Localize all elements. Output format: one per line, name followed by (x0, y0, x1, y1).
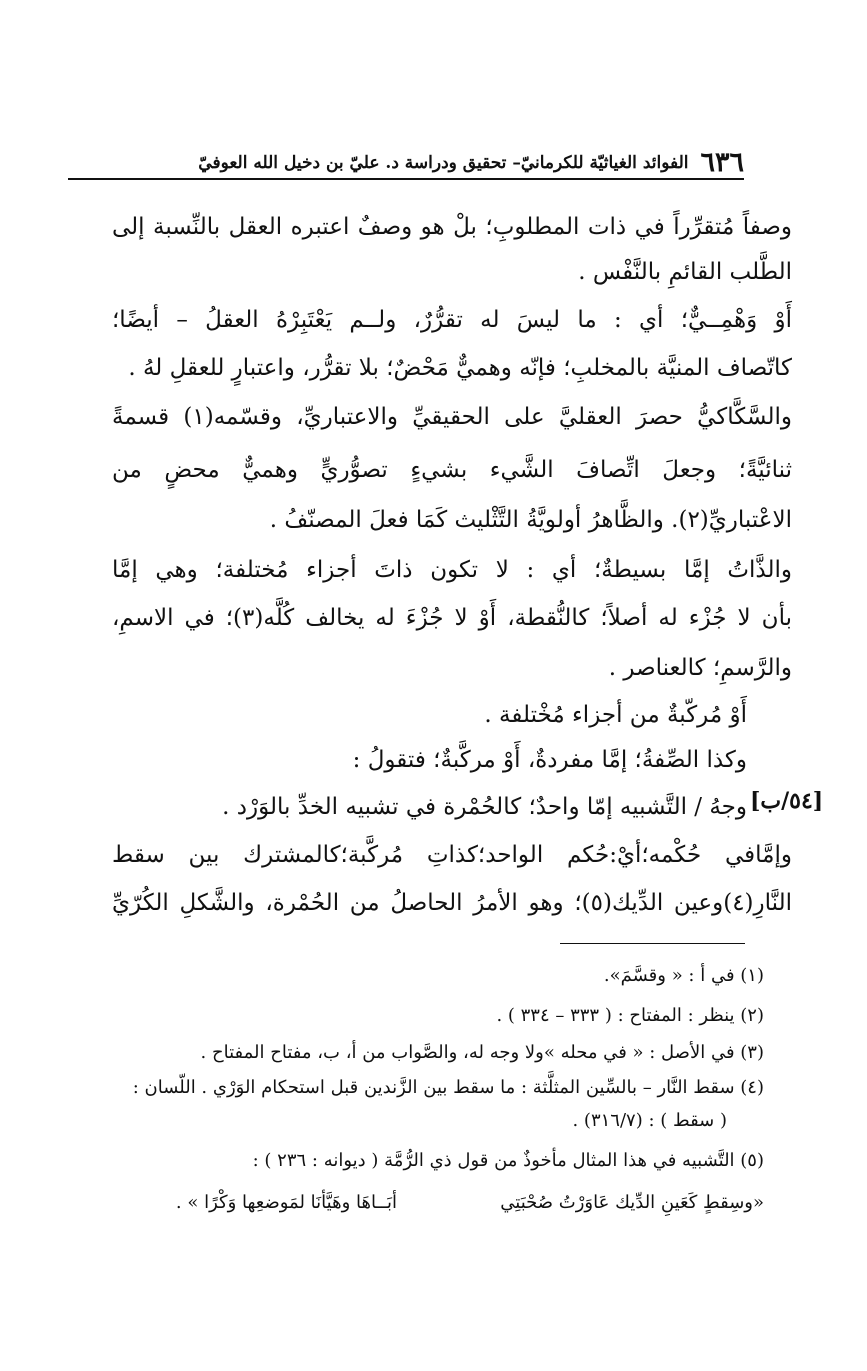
body-line: أَوْ مُركّبةٌ من أجزاء مُخْتلفة . (484, 702, 747, 728)
body-line: وكذا الصِّفةُ؛ إمَّا مفردةٌ، أَوْ مركَّبةٌ؛ فتقولُ : (352, 747, 747, 773)
running-title: الفوائد الغياثيّة للكرمانيّ– تحقيق ودراسة د. عليّ بن دخيل الله العوفيّ (198, 153, 689, 173)
body-line: والرَّسمِ؛ كالعناصر . (608, 655, 792, 681)
page-header (68, 138, 744, 180)
footnote: (٥) التَّشبيه في هذا المثال مأخوذٌ من قول ذي الرُّمَّة ( ديوانه : ٢٣٦ ) : (252, 1150, 764, 1171)
body-line: وصفاً مُتقرِّراً في ذات المطلوبِ؛ بلْ هو وصفٌ اعتبره العقل بالنِّسبة إلى (112, 214, 792, 240)
body-line: الطَّلب القائمِ بالنَّفْس . (578, 259, 792, 285)
footnote: (٢) ينظر : المفتاح : ( ٣٣٣ – ٣٣٤ ) . (496, 1005, 764, 1026)
verse-first-hemistich: «وسِقطٍ كَعَينِ الدِّيك عَاوَرْتُ صُحْبَتِي (500, 1192, 764, 1213)
body-line: النَّارِ(٤)وعين الدِّيك(٥)؛ وهو الأمرُ الحاصلُ من الحُمْرة، والشَّكلِ الكُرّيِّ (112, 890, 792, 916)
footnote: (٤) سقط النَّار – بالسِّين المثلَّثة : ما سقط بين الزَّندين قبل استحكام الوَرْي . اللّسان : (132, 1077, 764, 1098)
body-line: وإمَّافي حُكْمه؛أيْ:حُكم الواحد؛كذاتِ مُركَّبة؛كالمشترك بين سقط (112, 842, 792, 868)
body-line: والسَّكَّاكيُّ حصرَ العقليَّ على الحقيقيِّ والاعتباريِّ، وقسّمه(١) قسمةً (112, 404, 792, 430)
footnote-continuation: ( سقط ) : (٣١٦/٧) . (572, 1110, 727, 1131)
body-line: أَوْ وَهْمِــيٌّ؛ أي : ما ليسَ له تقرُّرٌ، ولــم يَعْتَبِرْهُ العقلُ – أيضًا؛ (112, 307, 792, 333)
body-line: وجهُ / التَّشبيه إمّا واحدٌ؛ كالحُمْرة في تشبيه الخدِّ بالوَرْد . (222, 794, 747, 820)
body-line: كاتّصاف المنيَّة بالمخلبِ؛ فإنّه وهميٌّ مَحْضٌ؛ بلا تقرُّر، واعتبارٍ للعقلِ لهُ . (128, 355, 792, 381)
page-number: ٦٣٦ (700, 147, 744, 178)
body-line: الاعْتباريِّ(٢). والظَّاهرُ أولويَّةُ التَّثْليث كَمَا فعلَ المصنّفُ . (269, 507, 792, 533)
verse-second-hemistich: أبَــاهَا وهَيَّأنَا لمَوضعِها وَكْرًا » . (175, 1192, 397, 1213)
body-line: ثنائيَّةً؛ وجعلَ اتِّصافَ الشَّيء بشيءٍ تصوُّريٍّ وهميٌّ محضٍ من (112, 457, 792, 483)
footnote: (١) في أ : « وقسَّمَ». (603, 965, 764, 986)
manuscript-folio-reference: [٥٤/ب] (750, 788, 824, 814)
body-line: والذَّاتُ إمَّا بسيطةٌ؛ أي : لا تكون ذاتَ أجزاء مُختلفة؛ وهي إمَّا (112, 557, 792, 583)
footnote: (٣) في الأصل : « في محله »ولا وجه له، والصَّواب من أ، ب، مفتاح المفتاح . (200, 1042, 764, 1063)
footnote-separator (560, 943, 745, 944)
body-line: بأن لا جُزْء له أصلاً؛ كالنُّقطة، أَوْ لا جُزْءَ له يخالف كُلَّه(٣)؛ في الاسمِ، (112, 605, 792, 631)
